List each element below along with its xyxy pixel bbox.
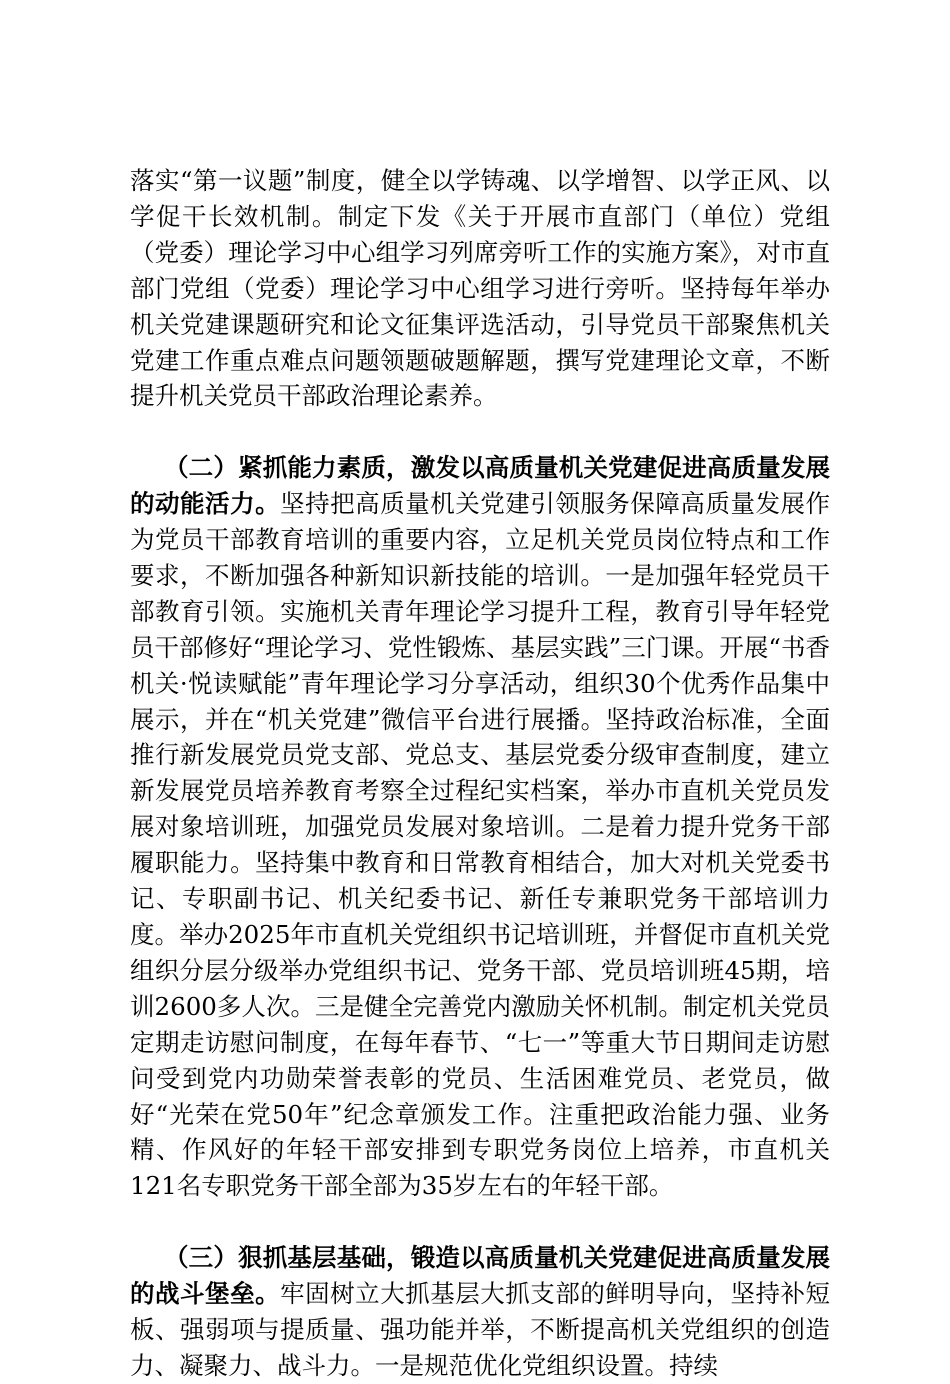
section-heading-3: （三）狠抓基层基础，锻造以高质量机关党建促进高质量发展的战斗堡垒。 <box>130 1243 830 1309</box>
paragraph-2-text: 坚持把高质量机关党建引领服务保障高质量发展作为党员干部教育培训的重要内容，立足机关党员岗位特点和工作要求，不断加强各种新知识新技能的培训。一是加强年轻党员干部教育引领。实施机关青年理论学习提升工程，教育引导年轻党员干部修好“理论学习、党性锻炼、基层实践”三门课。开展“书香机关·悦读赋能”青年理论学习分享活动，组织30个优秀作品集中展示，并在“机关党建”微信平台进行展播。坚持政治标准，全面推行新发展党员党支部、党总支、基层党委分级审查制度，建立新发展党员培养教育考察全过程纪实档案，举办市直机关党员发展对象培训班，加强党员发展对象培训。二是着力提升党务干部履职能力。坚持集中教育和日常教育相结合，加大对机关党委书记、专职副书记、机关纪委书记、新任专兼职党务干部培训力度。举办2025年市直机关党组织书记培训班，并督促市直机关党组织分层分级举办党组织书记、党务干部、党员培训班45期，培训2600多人次。三是健全完善党内激励关怀机制。制定机关党员定期走访慰问制度，在每年春节、“七一”等重大节日期间走访慰问受到党内功勋荣誉表彰的党员、生活困难党员、老党员，做好“光荣在党50年”纪念章颁发工作。注重把政治能力强、业务精、作风好的年轻干部安排到专职党务岗位上培养，市直机关121名专职党务干部全部为35岁左右的年轻干部。 <box>130 489 831 1201</box>
paragraph-3 <box>130 1240 830 1384</box>
paragraph-2 <box>130 450 830 1204</box>
paragraph-1-text: 落实“第一议题”制度，健全以学铸魂、以学增智、以学正风、以学促干长效机制。制定下发《关于开展市直部门（单位）党组（党委）理论学习中心组学习列席旁听工作的实施方案》，对市直部门党组（党委）理论学习中心组学习进行旁听。坚持每年举办机关党建课题研究和论文征集评选活动，引导党员干部聚焦机关党建工作重点难点问题领题破题解题，撰写党建理论文章，不断提升机关党员干部政治理论素养。 <box>130 166 830 411</box>
paragraph-1 <box>130 163 830 414</box>
document-body <box>130 163 830 1384</box>
paragraph-3-text: 牢固树立大抓基层大抓支部的鲜明导向，坚持补短板、强弱项与提质量、强功能并举，不断提高机关党组织的创造力、凝聚力、战斗力。一是规范优化党组织设置。持续 <box>130 1279 831 1380</box>
section-heading-2: （二）紧抓能力素质，激发以高质量机关党建促进高质量发展的动能活力。 <box>130 453 830 519</box>
